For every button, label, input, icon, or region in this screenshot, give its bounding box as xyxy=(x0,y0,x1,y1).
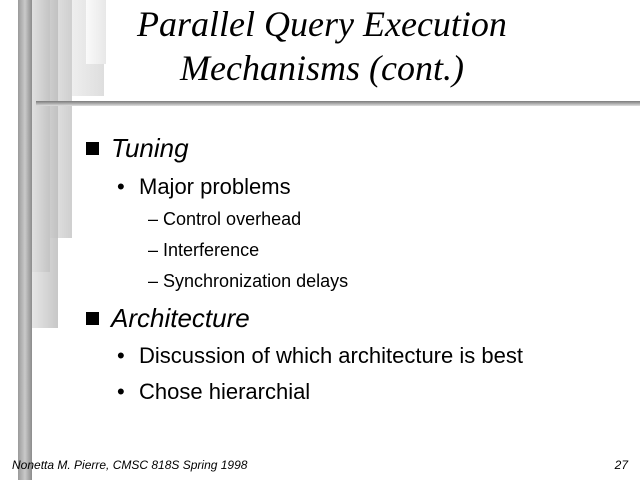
bullet-item: • Major problems xyxy=(117,174,291,199)
sub-bullet-item: – Synchronization delays xyxy=(148,271,349,291)
square-bullet-icon xyxy=(86,142,99,155)
dash-icon: – xyxy=(148,271,159,291)
bullet-icon: • xyxy=(117,343,125,368)
bullet-item: • Discussion of which architecture is best xyxy=(117,343,523,368)
dash-icon: – xyxy=(148,240,159,260)
slide-title-line-1: Parallel Query Execution xyxy=(137,4,507,44)
section-heading-tuning: Tuning xyxy=(86,133,189,164)
dash-icon: – xyxy=(148,209,159,229)
slide-title xyxy=(84,2,560,90)
section-heading-architecture: Architecture xyxy=(86,303,250,334)
square-bullet-icon xyxy=(86,312,99,325)
bullet-icon: • xyxy=(117,379,125,404)
bullet-item: • Chose hierarchial xyxy=(117,379,311,404)
sub-bullet-item: – Interference xyxy=(148,240,260,260)
title-divider xyxy=(36,101,640,106)
decorative-bar xyxy=(18,0,32,480)
sub-bullet-item: – Control overhead xyxy=(148,209,302,229)
slide-title-line-2: Mechanisms (cont.) xyxy=(180,48,464,88)
slide-footer: Nonetta M. Pierre, CMSC 818S Spring 1998 xyxy=(12,458,248,472)
bullet-icon: • xyxy=(117,174,125,199)
page-number: 27 xyxy=(614,458,628,472)
